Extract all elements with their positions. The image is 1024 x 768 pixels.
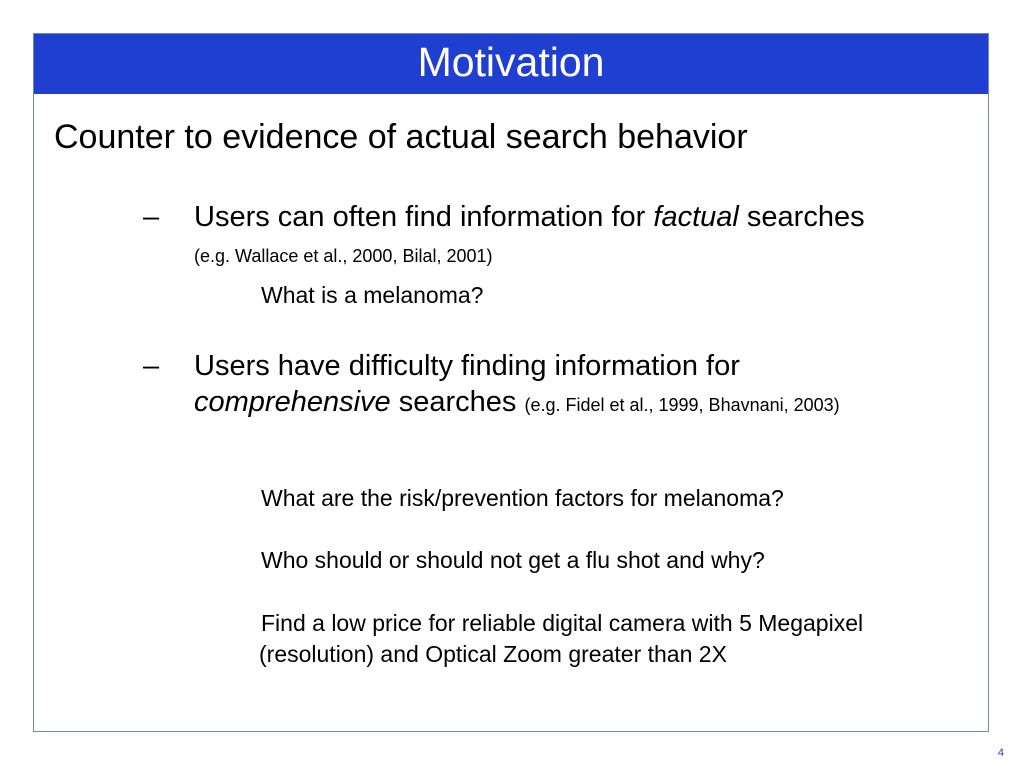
bullet-text: Users can often find information for bbox=[194, 201, 654, 233]
bullet-factual bbox=[143, 199, 903, 271]
bullet-emphasis: comprehensive bbox=[194, 386, 391, 418]
bullet-dash: – bbox=[143, 201, 160, 233]
bullet-dash: – bbox=[143, 350, 160, 382]
example-question: Find a low price for reliable digital camera with 5 Megapixel (resolution) and Optical Zoom greater than 2X bbox=[259, 610, 864, 667]
citation: (e.g. Fidel et al., 1999, Bhavnani, 2003) bbox=[524, 395, 840, 415]
example-question: What are the risk/prevention factors for melanoma? bbox=[261, 485, 784, 511]
bullet-body bbox=[194, 199, 903, 271]
example-question: What is a melanoma? bbox=[261, 282, 484, 308]
bullet-comprehensive bbox=[143, 348, 903, 420]
page-number: 4 bbox=[997, 747, 1004, 759]
bullet-text-after: searches bbox=[738, 201, 865, 233]
slide-title: Motivation bbox=[417, 38, 605, 85]
slide-heading: Counter to evidence of actual search behavior bbox=[54, 118, 748, 156]
bullet-emphasis: factual bbox=[653, 201, 739, 233]
example-question: Who should or should not get a flu shot and why? bbox=[261, 547, 765, 573]
bullet-body bbox=[194, 348, 903, 420]
title-bar bbox=[34, 34, 988, 94]
bullet-text-after: searches bbox=[390, 386, 517, 418]
citation: (e.g. Wallace et al., 2000, Bilal, 2001) bbox=[194, 246, 493, 266]
bullet-text: Users have difficulty finding information for bbox=[194, 350, 740, 382]
